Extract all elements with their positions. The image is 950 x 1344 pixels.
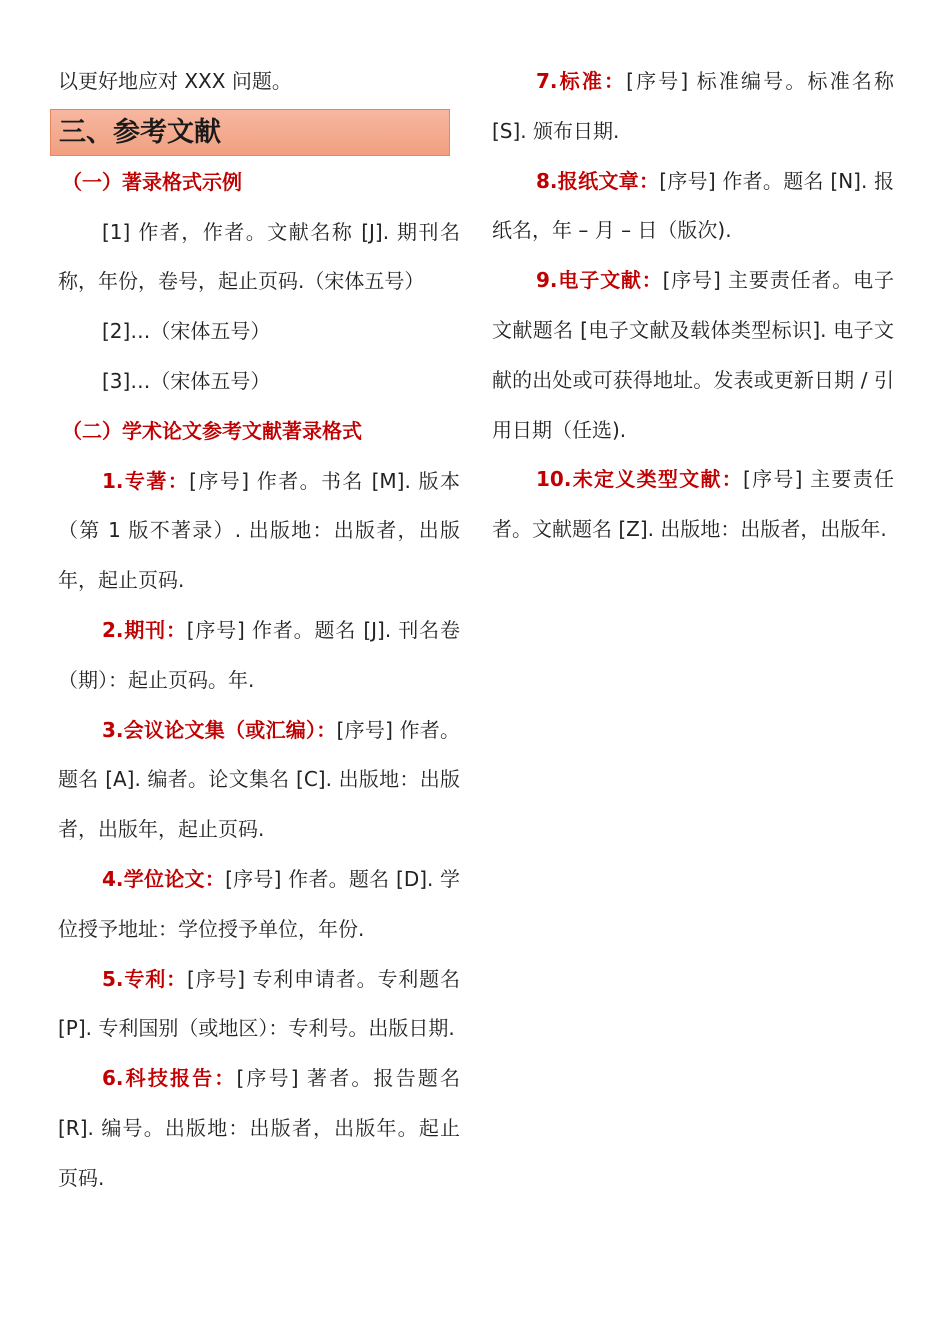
right-column (492, 57, 894, 555)
format-newspaper (492, 157, 894, 257)
format-label: 9.电子文献： (536, 268, 663, 293)
format-text: [序号] 著者。报告题名 [R]. 编号。出版地：出版者，出版年。起止页码. (58, 1066, 461, 1190)
format-proceedings (58, 706, 460, 855)
format-text: [序号] 作者。题名 [A]. 编者。论文集名 [C]. 出版地：出版者，出版年，起止页码. (58, 717, 460, 842)
format-label: 4.学位论文： (102, 866, 226, 891)
format-monograph (58, 457, 460, 606)
format-text: [序号] 作者。题名 [D]. 学位授予地址：学位授予单位，年份. (58, 866, 461, 941)
format-label: 1.专著： (102, 468, 190, 493)
format-label: 6.科技报告： (102, 1066, 237, 1091)
format-label: 2.期刊： (102, 617, 187, 642)
format-thesis (58, 855, 460, 955)
format-label: 8.报纸文章： (536, 168, 660, 193)
format-text: [序号] 作者。书名 [M]. 版本（第 1 版不著录）. 出版地：出版者，出版年，起止页码. (58, 468, 461, 593)
intro-tail: 以更好地应对 XXX 问题。 (58, 69, 292, 93)
format-text: [序号] 作者。题名 [J]. 刊名卷（期）：起止页码。年. (58, 617, 460, 692)
example-3: [3]…（宋体五号） (102, 368, 271, 393)
example-2: [2]…（宋体五号） (102, 319, 271, 344)
format-text: [序号] 标准编号。标准名称 [S]. 颁布日期. (492, 69, 895, 143)
format-text: [序号] 专利申请者。专利题名 [P]. 专利国别（或地区）：专利号。出版日期. (58, 966, 461, 1041)
format-text: [序号] 主要责任者。文献题名 [Z]. 出版地：出版者，出版年. (492, 467, 894, 542)
format-report (58, 1054, 460, 1203)
format-electronic (492, 256, 894, 455)
subheading-formats: （二）学术论文参考文献著录格式 (62, 418, 362, 443)
format-text: [序号] 主要责任者。电子文献题名 [电子文献及载体类型标识]. 电子文献的出处或可获得地址。发表或更新日期 / 引用日期（任选). (492, 268, 894, 442)
section-heading: 三、参考文献 (50, 109, 450, 156)
format-label: 5.专利： (102, 966, 187, 991)
left-column (58, 57, 460, 1204)
format-label: 3.会议论文集（或汇编）： (102, 717, 337, 742)
format-label: 7.标准： (536, 69, 627, 93)
format-patent (58, 955, 460, 1055)
format-undefined (492, 455, 894, 555)
format-standard (492, 57, 894, 157)
format-journal (58, 606, 460, 706)
example-1: [1] 作者，作者。文献名称 [J]. 期刊名称，年份，卷号，起止页码.（宋体五号） (58, 219, 460, 294)
subheading-examples: （一）著录格式示例 (62, 169, 242, 194)
format-label: 10.未定义类型文献： (536, 467, 744, 492)
format-text: [序号] 作者。题名 [N]. 报纸名，年 – 月 – 日（版次). (492, 168, 894, 243)
